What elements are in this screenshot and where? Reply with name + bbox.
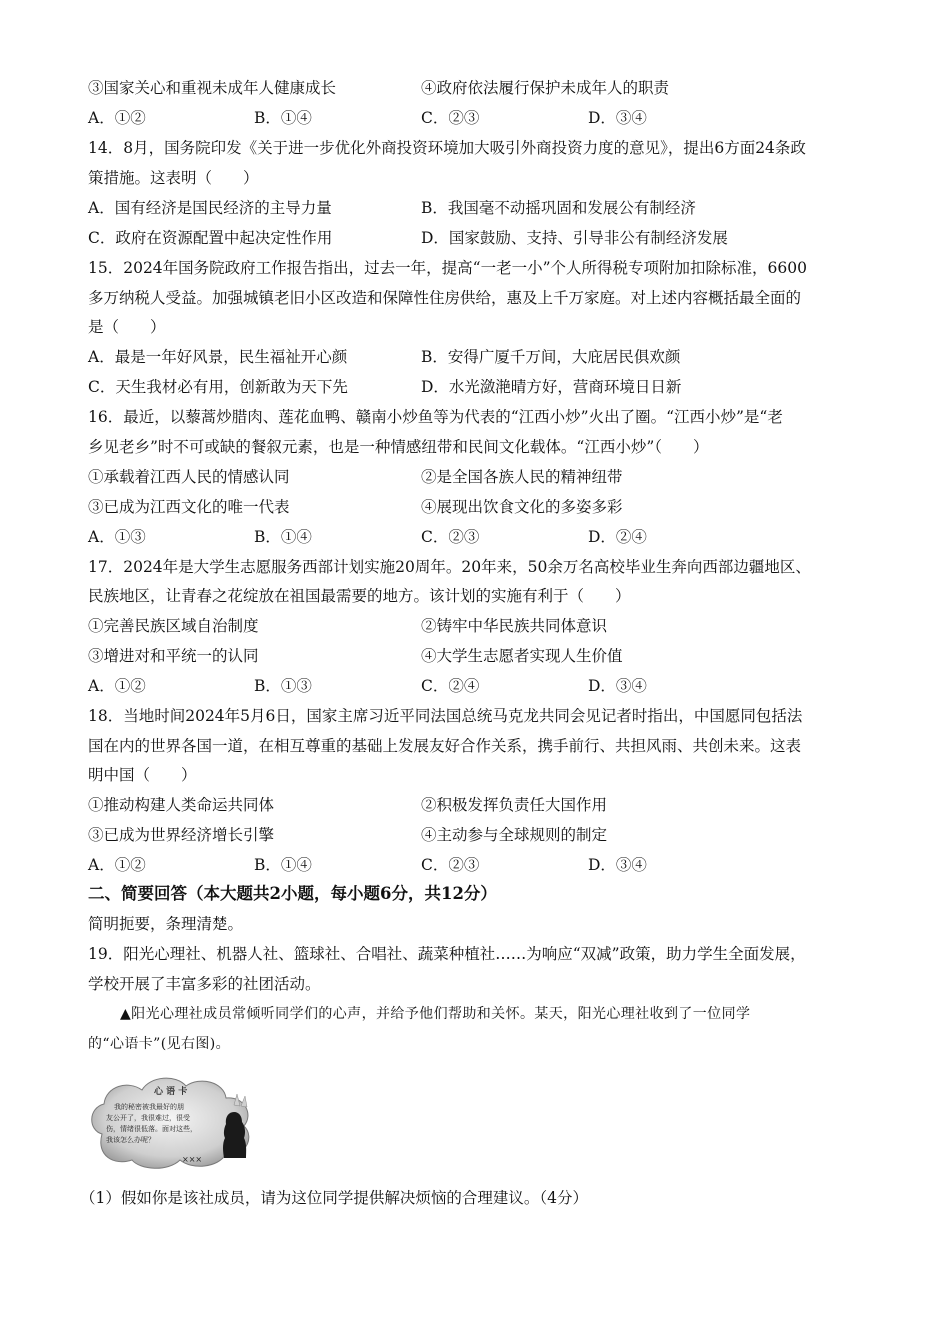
card-signature: ××× [182,1155,203,1164]
q16-statement-2: ②是全国各族人民的精神纽带 [421,468,623,486]
q15-option-c: C．天生我材必有用，创新敢为天下先 [88,378,348,396]
q17-statement-2: ②铸牢中华民族共同体意识 [421,617,608,635]
card-text-line-4: 我该怎么办呢？ [106,1136,155,1144]
q19-material-line-2: 的“心语卡”(见右图)。 [88,1036,231,1052]
q13-statement-4: ④政府依法履行保护未成年人的职责 [421,79,670,97]
q15-stem-line-2: 多万纳税人受益。加强城镇老旧小区改造和保障性住房供给，惠及上千万家庭。对上述内容概括最全面的 [88,289,802,307]
q18-stem-line-1: 18．当地时间2024年5月6日，国家主席习近平同法国总统马克龙共同会见记者时指出，中国愿同包括法 [88,707,803,725]
q18-stem-line-3: 明中国（ ） [88,766,197,784]
q17-option-c: C．②④ [421,677,480,695]
q19-stem-line-2: 学校开展了丰富多彩的社团活动。 [88,975,321,993]
q18-statement-3: ③已成为世界经济增长引擎 [88,826,275,844]
q17-option-a: A．①② [88,677,146,695]
card-text-line-1: 我的秘密被我最好的朋 [114,1103,184,1111]
q19-stem-line-1: 19．阳光心理社、机器人社、篮球社、合唱社、蔬菜种植社……为响应“双减”政策，助力学生全面发展， [88,945,806,963]
heart-card-illustration [84,1072,264,1172]
q18-option-d: D．③④ [588,856,647,874]
q18-statement-4: ④主动参与全球规则的制定 [421,826,608,844]
q14-option-c: C．政府在资源配置中起决定性作用 [88,229,333,247]
q16-option-a: A．①③ [88,528,146,546]
card-text-line-3: 伤，情绪很低落。面对这些， [106,1125,197,1133]
q18-option-a: A．①② [88,856,146,874]
q19-material-line-1: ▲阳光心理社成员常倾听同学们的心声，并给予他们帮助和关怀。某天，阳光心理社收到了一位同学 [120,1006,751,1022]
q14-stem-line-1: 14．8月，国务院印发《关于进一步优化外商投资环境加大吸引外商投资力度的意见》，提出6方面24条政 [88,139,806,157]
q18-option-b: B．①④ [254,856,312,874]
q16-statement-1: ①承载着江西人民的情感认同 [88,468,290,486]
q16-stem-line-1: 16．最近，以藜蒿炒腊肉、莲花血鸭、赣南小炒鱼等为代表的“江西小炒”火出了圈。“江西小炒”是“老 [88,408,783,426]
q17-option-d: D．③④ [588,677,647,695]
q16-option-c: C．②③ [421,528,480,546]
q17-statement-1: ①完善民族区域自治制度 [88,617,259,635]
q14-stem-line-2: 策措施。这表明（ ） [88,169,259,187]
q18-option-c: C．②③ [421,856,480,874]
q13-option-a: A．①② [88,109,146,127]
q19-sub-question-1: （1）假如你是该社成员，请为这位同学提供解决烦恼的合理建议。（4分） [80,1189,588,1207]
q14-option-b: B．我国毫不动摇巩固和发展公有制经济 [421,199,696,217]
q17-statement-3: ③增进对和平统一的认同 [88,647,259,665]
q17-stem-line-1: 17．2024年是大学生志愿服务西部计划实施20周年。20年来，50余万名高校毕业生奔向西部边疆地区、 [88,558,811,576]
q13-option-c: C．②③ [421,109,480,127]
q16-option-b: B．①④ [254,528,312,546]
q17-statement-4: ④大学生志愿者实现人生价值 [421,647,623,665]
section-heading: 二、简要回答（本大题共2小题，每小题6分，共12分） [88,884,497,903]
q16-option-d: D．②④ [588,528,647,546]
q15-stem-line-1: 15．2024年国务院政府工作报告指出，过去一年，提高“一老一小”个人所得税专项附加扣除标准，6600 [88,259,807,277]
q15-option-b: B．安得广厦千万间，大庇居民俱欢颜 [421,348,681,366]
q13-statement-3: ③国家关心和重视未成年人健康成长 [88,79,337,97]
q13-option-b: B．①④ [254,109,312,127]
q14-option-a: A．国有经济是国民经济的主导力量 [88,199,332,217]
q16-statement-3: ③已成为江西文化的唯一代表 [88,498,290,516]
q16-statement-4: ④展现出饮食文化的多姿多彩 [421,498,623,516]
q17-option-b: B．①③ [254,677,312,695]
q15-option-a: A．最是一年好风景，民生福祉开心颜 [88,348,348,366]
q14-option-d: D．国家鼓励、支持、引导非公有制经济发展 [421,229,728,247]
section-instruction: 简明扼要，条理清楚。 [88,915,244,933]
card-title: 心 语 卡 [154,1087,188,1097]
q18-statement-2: ②积极发挥负责任大国作用 [421,796,608,814]
card-text-line-2: 友公开了，我很难过，很受 [106,1114,190,1122]
q16-stem-line-2: 乡见老乡”时不可或缺的餐叙元素，也是一种情感纽带和民间文化载体。“江西小炒”（ ） [88,438,709,456]
q13-option-d: D．③④ [588,109,647,127]
q15-option-d: D．水光潋滟晴方好，营商环境日日新 [421,378,682,396]
q15-stem-line-3: 是（ ） [88,318,166,336]
q18-stem-line-2: 国在内的世界各国一道，在相互尊重的基础上发展友好合作关系，携手前行、共担风雨、共创未来。这表 [88,737,802,755]
q17-stem-line-2: 民族地区，让青春之花绽放在祖国最需要的地方。该计划的实施有利于（ ） [88,587,631,605]
q18-statement-1: ①推动构建人类命运共同体 [88,796,275,814]
